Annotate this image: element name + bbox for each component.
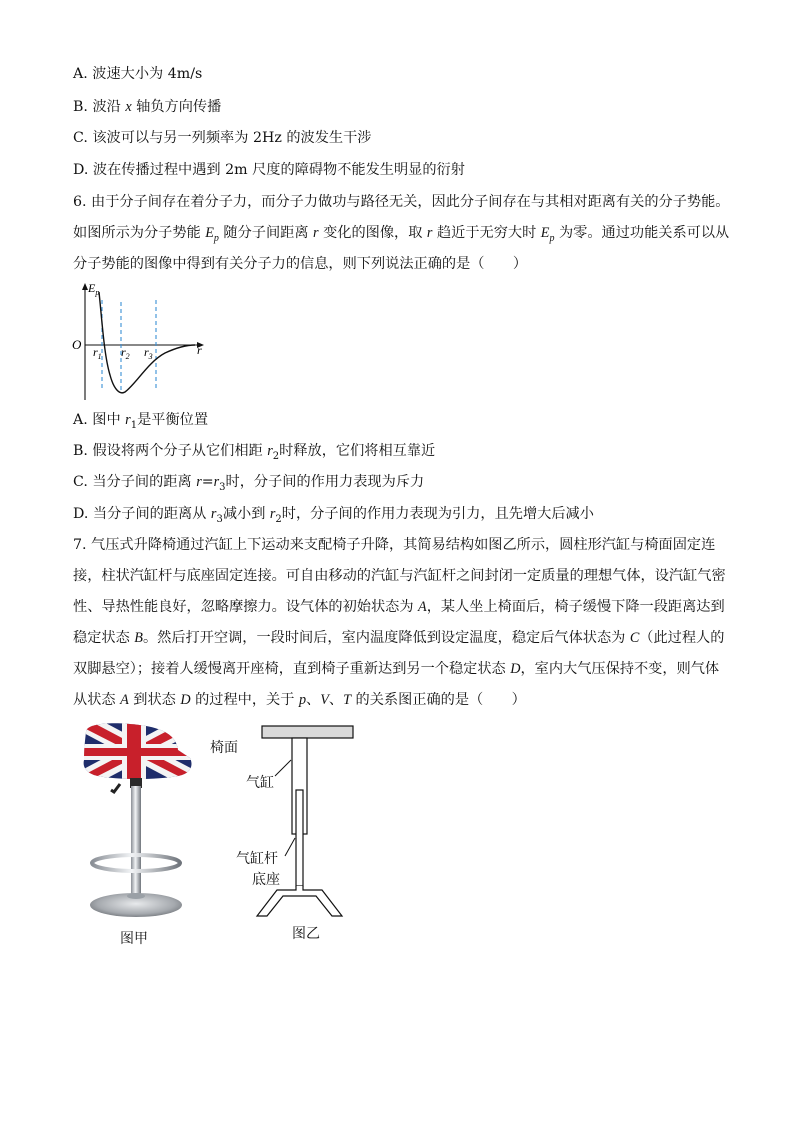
label-cylinder-rod: 气缸杆 [236,851,278,867]
q6-option-a: A. 图中 $r_1$是平衡位置 [73,412,209,431]
q5-option-c: C. 该波可以与另一列频率为 2Hz 的波发生干涉 [73,130,372,146]
q6-option-c: C. 当分子间的距离 $r=r_3$时，分子间的作用力表现为斥力 [73,474,425,493]
stool-pole [131,786,141,894]
r3-label: $r_3$ [144,345,153,361]
potential-curve [99,292,195,393]
q7-stem-line-6: 从状态 A 到状态 D 的过程中，关于 p、V、T 的关系图正确的是（ ） [73,692,526,708]
q6-stem-line-1: 6. 由于分子间存在着分子力，而分子力做功与路径无关，因此分子间存在与其相对距离有关的分子势能。 [73,194,730,210]
union-jack-seat [78,720,198,782]
q7-stem-line-3: 性、导热性能良好，忽略摩擦力。设气体的初始状态为 A，某人坐上椅面后，椅子缓慢下降一段距离达到 [73,599,725,615]
q7-stem-line-5: 双脚悬空）；接着人缓慢离开座椅，直到椅子重新达到另一个稳定状态 D，室内大气压保持不变，则气体 [73,661,720,677]
q5-option-d: D. 波在传播过程中遇到 2m 尺度的障碍物不能发生明显的衍射 [73,162,465,178]
fig-yi-caption: 图乙 [292,926,320,942]
bar-stool-photo [78,720,198,925]
y-axis-label: $E_p$ [88,281,100,297]
origin-label: O [72,337,82,352]
cylinder-rod [296,790,303,886]
rod-leader-line [285,838,295,856]
r2-label: $r_2$ [121,345,130,361]
label-cylinder: 气缸 [246,775,274,791]
q5-option-a: A. 波速大小为 4m/s [73,66,203,82]
q6-option-d: D. 当分子间的距离从 $r_3$减小到 $r_2$时，分子间的作用力表现为引力，且先增大后减小 [73,506,594,525]
q6-stem-line-2: 如图所示为分子势能 $E_p$ 随分子间距离 r 变化的图像，取 r 趋近于无穷大时 $E_p$ 为零。通过功能关系可以从 [73,225,730,244]
cylinder-leader-line [275,760,291,776]
q6-option-b: B. 假设将两个分子从它们相距 $r_2$时释放，它们将相互靠近 [73,443,436,462]
q7-stem-line-2: 接，柱状汽缸杆与底座固定连接。可自由移动的汽缸与汽缸杆之间封闭一定质量的理想气体，设汽缸气密 [73,568,726,584]
fig-jia-caption: 图甲 [120,931,148,947]
label-base: 底座 [252,872,280,888]
r1-label: $r_1$ [93,345,102,361]
x-axis-label: r [197,343,202,357]
base-stand [257,886,342,916]
q7-stem-line-1: 7. 气压式升降椅通过汽缸上下运动来支配椅子升降，其简易结构如图乙所示，圆柱形汽缸与椅面固定连 [73,537,716,553]
q5-option-b: B. 波沿 x 轴负方向传播 [73,99,222,115]
potential-energy-graph [70,280,220,405]
seat-plate [262,726,353,738]
q7-stem-line-4: 稳定状态 B。然后打开空调，一段时间后，室内温度降低到设定温度，稳定后气体状态为 C（此过程人的 [73,630,725,646]
q6-stem-line-3: 分子势能的图像中得到有关分子力的信息，则下列说法正确的是（ ） [73,256,528,272]
label-seat: 椅面 [210,740,238,756]
